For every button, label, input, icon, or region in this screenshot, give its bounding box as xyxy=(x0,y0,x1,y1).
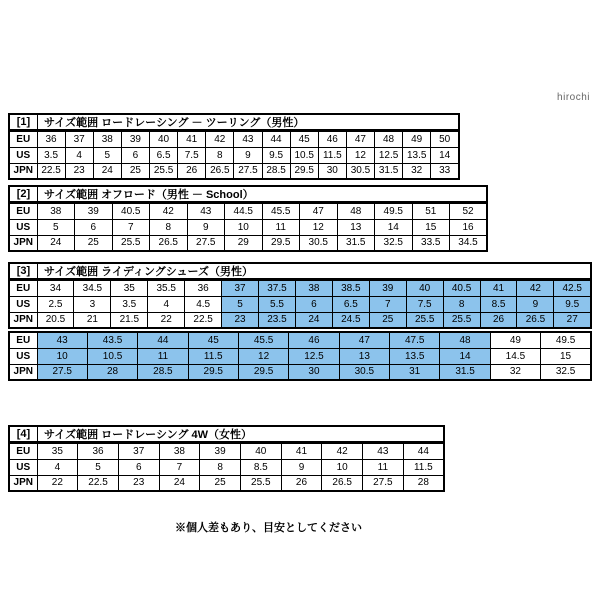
cell: 49.5 xyxy=(541,332,591,348)
cell: 22 xyxy=(148,312,185,328)
cell: 30 xyxy=(289,364,339,380)
cell: 30.5 xyxy=(339,364,389,380)
table-row xyxy=(9,131,459,147)
cell: 27.5 xyxy=(363,475,404,491)
cell: 8 xyxy=(200,459,241,475)
cell: 32.5 xyxy=(375,235,413,251)
table-row xyxy=(9,203,487,219)
cell: 24.5 xyxy=(332,312,369,328)
cell: 11 xyxy=(363,459,404,475)
cell: 31.5 xyxy=(440,364,490,380)
cell: 38 xyxy=(37,203,75,219)
cell: 26 xyxy=(178,163,206,179)
cell: 12 xyxy=(238,348,288,364)
cell: 40 xyxy=(150,131,178,147)
cell: 5 xyxy=(222,296,259,312)
cell: 22 xyxy=(37,475,78,491)
cell: 25.5 xyxy=(112,235,150,251)
cell: 24 xyxy=(159,475,200,491)
cell: 27 xyxy=(554,312,591,328)
cell: 30.5 xyxy=(346,163,374,179)
row-label: US xyxy=(9,296,37,312)
block-4-number: [4] xyxy=(10,427,38,441)
cell: 8 xyxy=(443,296,480,312)
block-1-table xyxy=(8,130,460,180)
cell: 27.5 xyxy=(234,163,262,179)
row-label: JPN xyxy=(9,235,37,251)
cell: 42 xyxy=(150,203,188,219)
cell: 9.5 xyxy=(554,296,591,312)
cell: 39 xyxy=(200,443,241,459)
cell: 44 xyxy=(403,443,444,459)
cell: 12.5 xyxy=(289,348,339,364)
cell: 37.5 xyxy=(259,280,296,296)
cell: 14 xyxy=(431,147,459,163)
cell: 28.5 xyxy=(138,364,188,380)
cell: 11.5 xyxy=(188,348,238,364)
cell: 39 xyxy=(75,203,113,219)
cell: 22.5 xyxy=(78,475,119,491)
cell: 36 xyxy=(37,131,65,147)
cell: 47.5 xyxy=(390,332,440,348)
cell: 38 xyxy=(93,131,121,147)
cell: 42 xyxy=(517,280,554,296)
cell: 7 xyxy=(112,219,150,235)
cell: 32 xyxy=(490,364,540,380)
block-2-table xyxy=(8,202,488,252)
cell: 28.5 xyxy=(262,163,290,179)
cell: 7 xyxy=(159,459,200,475)
cell: 16 xyxy=(450,219,488,235)
block-1-title-row xyxy=(8,113,460,130)
cell: 11 xyxy=(138,348,188,364)
cell: 13 xyxy=(337,219,375,235)
table-row xyxy=(9,280,591,296)
block-3-title-row xyxy=(8,262,592,279)
cell: 3.5 xyxy=(37,147,65,163)
cell: 24 xyxy=(295,312,332,328)
cell: 9 xyxy=(187,219,225,235)
cell: 40.5 xyxy=(443,280,480,296)
block-4-title-row xyxy=(8,425,445,442)
cell: 7 xyxy=(369,296,406,312)
cell: 10 xyxy=(322,459,363,475)
cell: 9 xyxy=(281,459,322,475)
cell: 26.5 xyxy=(322,475,363,491)
cell: 5.5 xyxy=(259,296,296,312)
block-4-table xyxy=(8,442,445,492)
footnote: ※個人差もあり、目安としてください xyxy=(175,522,362,534)
cell: 5 xyxy=(37,219,75,235)
cell: 25 xyxy=(369,312,406,328)
cell: 32.5 xyxy=(541,364,591,380)
table-row xyxy=(9,296,591,312)
size-block-3 xyxy=(8,262,592,381)
cell: 23 xyxy=(222,312,259,328)
row-label: JPN xyxy=(9,475,37,491)
cell: 49.5 xyxy=(375,203,413,219)
cell: 44.5 xyxy=(225,203,263,219)
cell: 10 xyxy=(37,348,87,364)
cell: 25 xyxy=(121,163,149,179)
cell: 9 xyxy=(234,147,262,163)
table-row xyxy=(9,459,444,475)
cell: 28 xyxy=(87,364,137,380)
table-row xyxy=(9,235,487,251)
cell: 10.5 xyxy=(87,348,137,364)
cell: 30.5 xyxy=(300,235,338,251)
cell: 45 xyxy=(290,131,318,147)
cell: 26.5 xyxy=(206,163,234,179)
cell: 8.5 xyxy=(240,459,281,475)
cell: 40 xyxy=(406,280,443,296)
cell: 42.5 xyxy=(554,280,591,296)
cell: 42 xyxy=(322,443,363,459)
size-block-4 xyxy=(8,425,445,492)
cell: 39 xyxy=(121,131,149,147)
cell: 26.5 xyxy=(517,312,554,328)
watermark-label: hirochi xyxy=(557,92,590,103)
cell: 15 xyxy=(412,219,450,235)
cell: 46 xyxy=(318,131,346,147)
cell: 12.5 xyxy=(375,147,403,163)
cell: 47 xyxy=(339,332,389,348)
cell: 3.5 xyxy=(111,296,148,312)
cell: 27.5 xyxy=(37,364,87,380)
cell: 13.5 xyxy=(390,348,440,364)
block-1-title: サイズ範囲 ロードレーシング － ツーリング（男性） xyxy=(44,117,305,129)
table-row xyxy=(9,475,444,491)
cell: 13 xyxy=(339,348,389,364)
cell: 27.5 xyxy=(187,235,225,251)
cell: 12 xyxy=(346,147,374,163)
cell: 31.5 xyxy=(375,163,403,179)
cell: 40 xyxy=(240,443,281,459)
cell: 34.5 xyxy=(74,280,111,296)
cell: 28 xyxy=(403,475,444,491)
cell: 52 xyxy=(450,203,488,219)
table-row xyxy=(9,348,591,364)
cell: 41 xyxy=(480,280,517,296)
cell: 31.5 xyxy=(337,235,375,251)
cell: 38 xyxy=(159,443,200,459)
block-3-number: [3] xyxy=(10,264,38,278)
cell: 46 xyxy=(289,332,339,348)
cell: 44 xyxy=(262,131,290,147)
cell: 5 xyxy=(93,147,121,163)
size-block-1 xyxy=(8,113,460,180)
cell: 48 xyxy=(440,332,490,348)
cell: 20.5 xyxy=(37,312,74,328)
cell: 29.5 xyxy=(262,235,300,251)
cell: 48 xyxy=(375,131,403,147)
cell: 26.5 xyxy=(150,235,188,251)
block-4-title: サイズ範囲 ロードレーシング 4W（女性） xyxy=(44,429,253,441)
cell: 33.5 xyxy=(412,235,450,251)
cell: 6 xyxy=(295,296,332,312)
cell: 13.5 xyxy=(403,147,431,163)
cell: 3 xyxy=(74,296,111,312)
cell: 36 xyxy=(78,443,119,459)
cell: 4 xyxy=(148,296,185,312)
table-row xyxy=(9,332,591,348)
cell: 29 xyxy=(225,235,263,251)
row-label: JPN xyxy=(9,163,37,179)
table-row xyxy=(9,219,487,235)
cell: 25.5 xyxy=(443,312,480,328)
block-2-title-row xyxy=(8,185,488,202)
cell: 11.5 xyxy=(403,459,444,475)
cell: 29.5 xyxy=(188,364,238,380)
cell: 31 xyxy=(390,364,440,380)
row-label: EU xyxy=(9,203,37,219)
row-label: US xyxy=(9,147,37,163)
cell: 23.5 xyxy=(259,312,296,328)
table-row xyxy=(9,443,444,459)
cell: 49 xyxy=(403,131,431,147)
cell: 32 xyxy=(403,163,431,179)
cell: 6 xyxy=(121,147,149,163)
block-2-title: サイズ範囲 オフロード（男性 － School） xyxy=(44,189,254,201)
cell: 10 xyxy=(225,219,263,235)
cell: 40.5 xyxy=(112,203,150,219)
cell: 6 xyxy=(75,219,113,235)
cell: 25 xyxy=(75,235,113,251)
cell: 15 xyxy=(541,348,591,364)
cell: 14 xyxy=(440,348,490,364)
cell: 21 xyxy=(74,312,111,328)
cell: 5 xyxy=(78,459,119,475)
cell: 26 xyxy=(480,312,517,328)
cell: 21.5 xyxy=(111,312,148,328)
cell: 49 xyxy=(490,332,540,348)
table-row xyxy=(9,312,591,328)
cell: 34 xyxy=(37,280,74,296)
cell: 41 xyxy=(178,131,206,147)
cell: 4.5 xyxy=(185,296,222,312)
table-row xyxy=(9,364,591,380)
cell: 8 xyxy=(150,219,188,235)
cell: 36 xyxy=(185,280,222,296)
cell: 14 xyxy=(375,219,413,235)
cell: 33 xyxy=(431,163,459,179)
cell: 2.5 xyxy=(37,296,74,312)
cell: 6.5 xyxy=(332,296,369,312)
cell: 44 xyxy=(138,332,188,348)
cell: 37 xyxy=(222,280,259,296)
block-1-number: [1] xyxy=(10,115,38,129)
cell: 4 xyxy=(65,147,93,163)
row-label: EU xyxy=(9,443,37,459)
cell: 35 xyxy=(111,280,148,296)
cell: 50 xyxy=(431,131,459,147)
cell: 7.5 xyxy=(406,296,443,312)
cell: 37 xyxy=(65,131,93,147)
block-2-number: [2] xyxy=(10,187,38,201)
cell: 6 xyxy=(118,459,159,475)
cell: 14.5 xyxy=(490,348,540,364)
cell: 35.5 xyxy=(148,280,185,296)
cell: 43 xyxy=(363,443,404,459)
cell: 45.5 xyxy=(262,203,300,219)
cell: 45 xyxy=(188,332,238,348)
cell: 43 xyxy=(234,131,262,147)
row-label: US xyxy=(9,459,37,475)
cell: 24 xyxy=(37,235,75,251)
cell: 9.5 xyxy=(262,147,290,163)
block-3-table xyxy=(8,279,592,329)
cell: 25.5 xyxy=(240,475,281,491)
row-label: JPN xyxy=(9,364,37,380)
cell: 25.5 xyxy=(406,312,443,328)
cell: 37 xyxy=(118,443,159,459)
cell: 8 xyxy=(206,147,234,163)
table-row xyxy=(9,147,459,163)
cell: 4 xyxy=(37,459,78,475)
block-3-table-continued xyxy=(8,331,592,381)
cell: 45.5 xyxy=(238,332,288,348)
cell: 7.5 xyxy=(178,147,206,163)
cell: 11 xyxy=(262,219,300,235)
cell: 25.5 xyxy=(150,163,178,179)
cell: 43 xyxy=(37,332,87,348)
cell: 39 xyxy=(369,280,406,296)
cell: 38.5 xyxy=(332,280,369,296)
row-label: JPN xyxy=(9,312,37,328)
cell: 6.5 xyxy=(150,147,178,163)
cell: 41 xyxy=(281,443,322,459)
block-3-title: サイズ範囲 ライディングシューズ（男性） xyxy=(44,266,253,278)
cell: 22.5 xyxy=(185,312,222,328)
cell: 8.5 xyxy=(480,296,517,312)
cell: 43 xyxy=(187,203,225,219)
row-label: EU xyxy=(9,332,37,348)
row-label: US xyxy=(9,219,37,235)
row-label: US xyxy=(9,348,37,364)
cell: 47 xyxy=(346,131,374,147)
cell: 10.5 xyxy=(290,147,318,163)
row-label: EU xyxy=(9,131,37,147)
cell: 30 xyxy=(318,163,346,179)
cell: 12 xyxy=(300,219,338,235)
cell: 43.5 xyxy=(87,332,137,348)
cell: 42 xyxy=(206,131,234,147)
cell: 26 xyxy=(281,475,322,491)
size-block-2 xyxy=(8,185,488,252)
cell: 29.5 xyxy=(238,364,288,380)
cell: 23 xyxy=(65,163,93,179)
cell: 9 xyxy=(517,296,554,312)
cell: 24 xyxy=(93,163,121,179)
cell: 11.5 xyxy=(318,147,346,163)
cell: 22.5 xyxy=(37,163,65,179)
cell: 35 xyxy=(37,443,78,459)
row-label: EU xyxy=(9,280,37,296)
cell: 34.5 xyxy=(450,235,488,251)
cell: 23 xyxy=(118,475,159,491)
cell: 48 xyxy=(337,203,375,219)
cell: 38 xyxy=(295,280,332,296)
cell: 51 xyxy=(412,203,450,219)
table-row xyxy=(9,163,459,179)
cell: 47 xyxy=(300,203,338,219)
cell: 29.5 xyxy=(290,163,318,179)
cell: 25 xyxy=(200,475,241,491)
